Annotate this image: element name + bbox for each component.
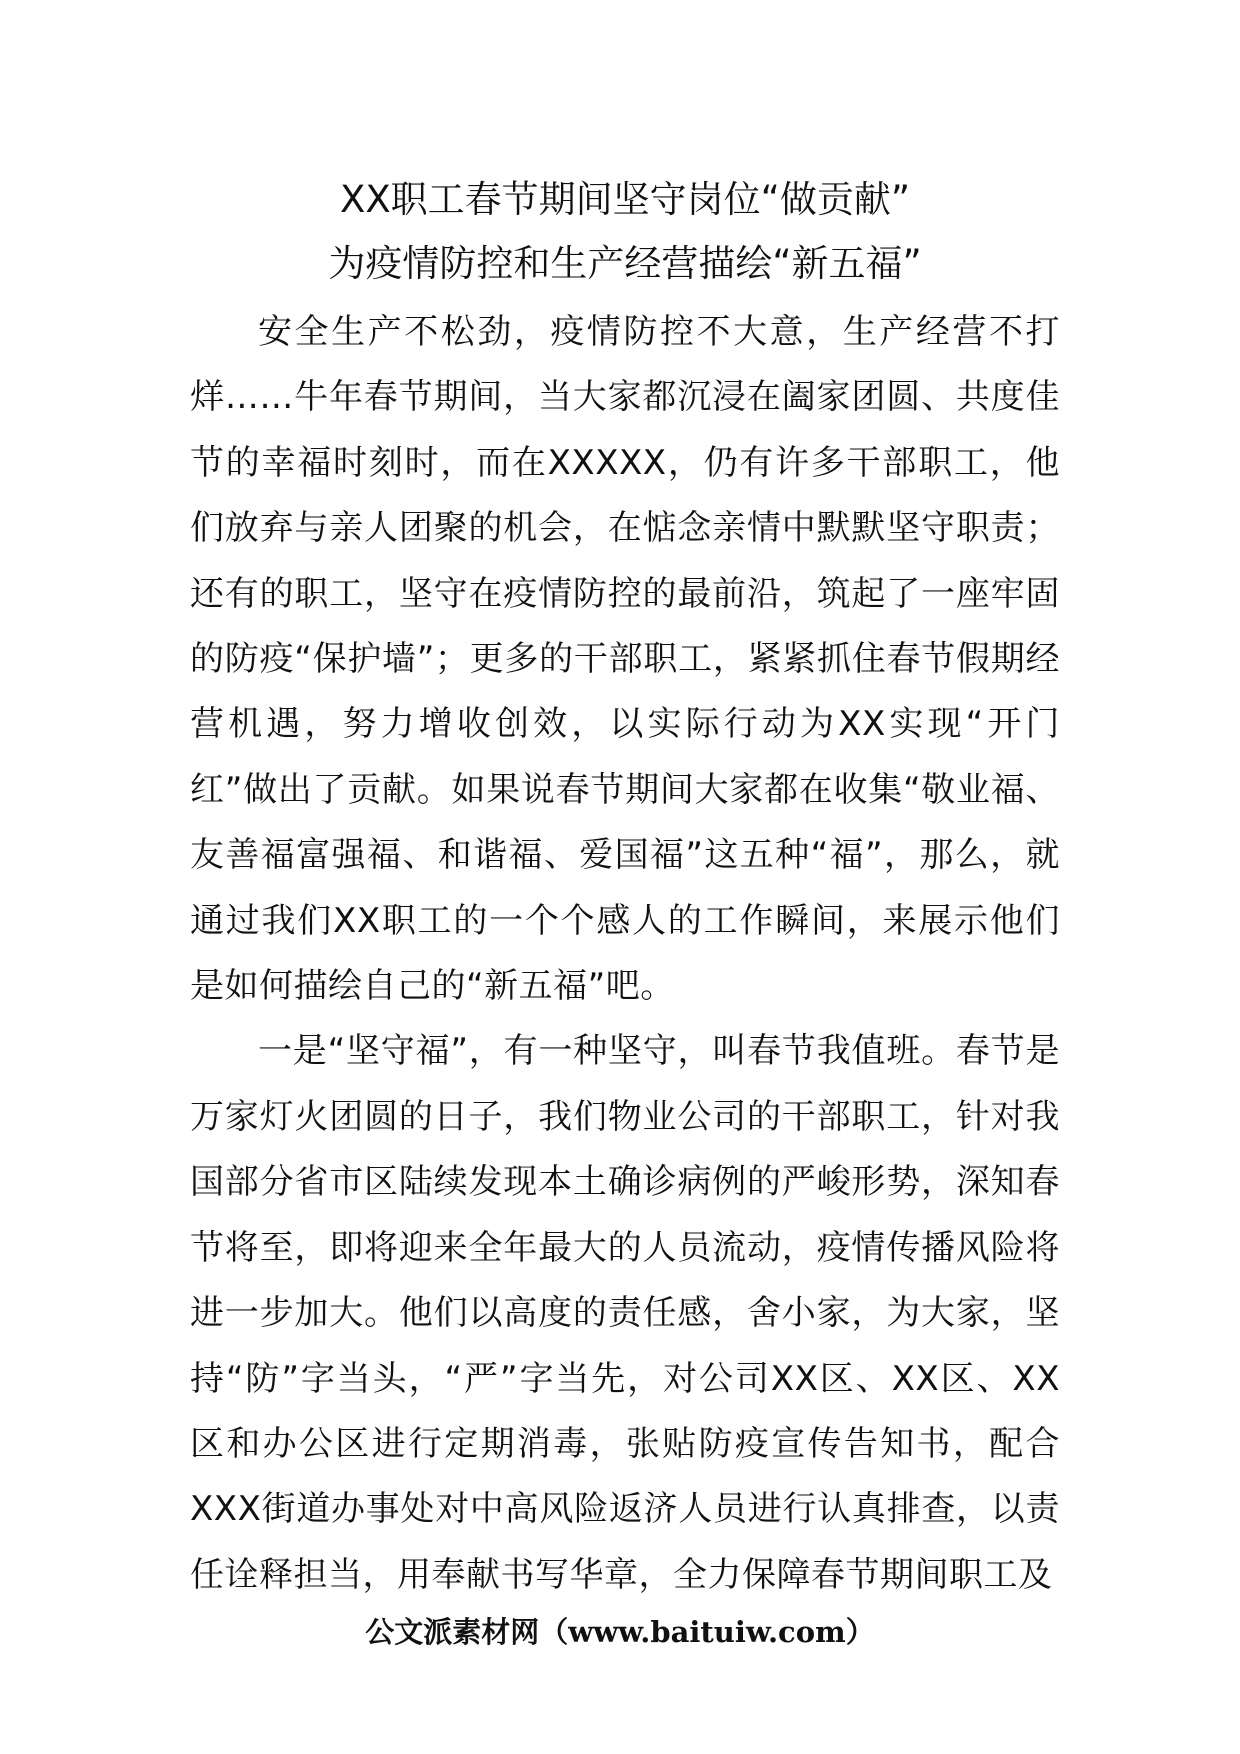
paragraph-intro: 安全生产不松劲，疫情防控不大意，生产经营不打烊……牛年春节期间，当大家都沉浸在阖家团圆、共度佳节的幸福时刻时，而在XXXXX，仍有许多干部职工，他们放弃与亲人团聚的机会，在惦念亲情中默默坚守职责；还有的职工，坚守在疫情防控的最前沿，筑起了一座牢固的防疫“保护墙”；更多的干部职工，紧紧抓住春节假期经营机遇，努力增收创效，以实际行动为XX实现“开门红”做出了贡献。如果说春节期间大家都在收集“敬业福、友善福富强福、和谐福、爱国福”这五种“福”，那么，就通过我们XX职工的一个个感人的工作瞬间，来展示他们是如何描绘自己的“新五福”吧。	[190, 312, 1060, 1007]
paragraph-first-point: 一是“坚守福”，有一种坚守，叫春节我值班。春节是万家灯火团圆的日子，我们物业公司的干部职工，针对我国部分省市区陆续发现本土确诊病例的严峻形势，深知春节将至，即将迎来全年最大的人员流动，疫情传播风险将进一步加大。他们以高度的责任感，舍小家，为大家，坚持“防”字当头，“严”字当先，对公司XX区、XX区、XX区和办公区进行定期消毒，张贴防疫宣传告知书，配合XXX街道办事处对中高风险返济人员进行认真排查，以责任诠释担当，用奉献书写华章，全力保障春节期间职工及	[190, 1031, 1060, 1595]
document-title-line-1: XX职工春节期间坚守岗位“做贡献”	[339, 178, 911, 221]
footer-watermark: 公文派素材网（www.baituiw.com）	[365, 1615, 875, 1649]
document-title-line-2: 为疫情防控和生产经营描绘“新五福”	[328, 242, 922, 285]
document-body	[190, 300, 1060, 1608]
